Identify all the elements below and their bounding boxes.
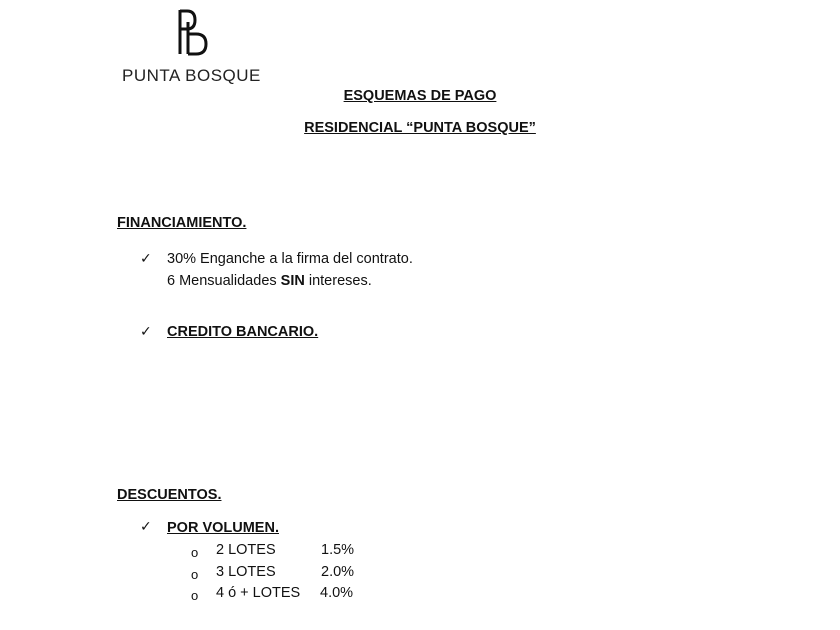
bullet-icon: o bbox=[191, 567, 199, 582]
descuentos-heading: DESCUENTOS. bbox=[117, 487, 222, 503]
bullet-icon: o bbox=[191, 588, 199, 603]
intereses-text: intereses. bbox=[304, 273, 372, 289]
document-subtitle: RESIDENCIAL “PUNTA BOSQUE” bbox=[304, 120, 536, 136]
check-icon: ✓ bbox=[140, 518, 152, 534]
discount-percent: 4.0% bbox=[320, 585, 354, 601]
financing-item-line1: 30% Enganche a la firma del contrato. bbox=[167, 251, 413, 267]
check-icon: ✓ bbox=[140, 250, 152, 266]
sin-bold-text: SIN bbox=[280, 273, 305, 289]
check-icon: ✓ bbox=[140, 323, 152, 339]
discount-percent: 1.5% bbox=[321, 542, 355, 558]
document-title: ESQUEMAS DE PAGO bbox=[343, 88, 497, 104]
credito-bancario-label: CREDITO BANCARIO. bbox=[167, 324, 319, 340]
financing-item-line2 bbox=[167, 273, 372, 289]
mensualidades-text: 6 Mensualidades bbox=[167, 273, 281, 289]
discount-percent: 2.0% bbox=[321, 564, 355, 580]
pb-monogram-icon bbox=[176, 8, 212, 56]
punta-bosque-logo bbox=[120, 8, 270, 85]
discount-lots: 3 LOTES bbox=[216, 564, 276, 580]
bullet-icon: o bbox=[191, 545, 199, 560]
financiamiento-heading: FINANCIAMIENTO. bbox=[117, 215, 247, 231]
discount-lots: 4 ó + LOTES bbox=[216, 585, 301, 601]
discount-lots: 2 LOTES bbox=[216, 542, 276, 558]
logo-wordmark: PUNTA BOSQUE bbox=[122, 66, 261, 85]
por-volumen-label: POR VOLUMEN. bbox=[167, 520, 279, 536]
